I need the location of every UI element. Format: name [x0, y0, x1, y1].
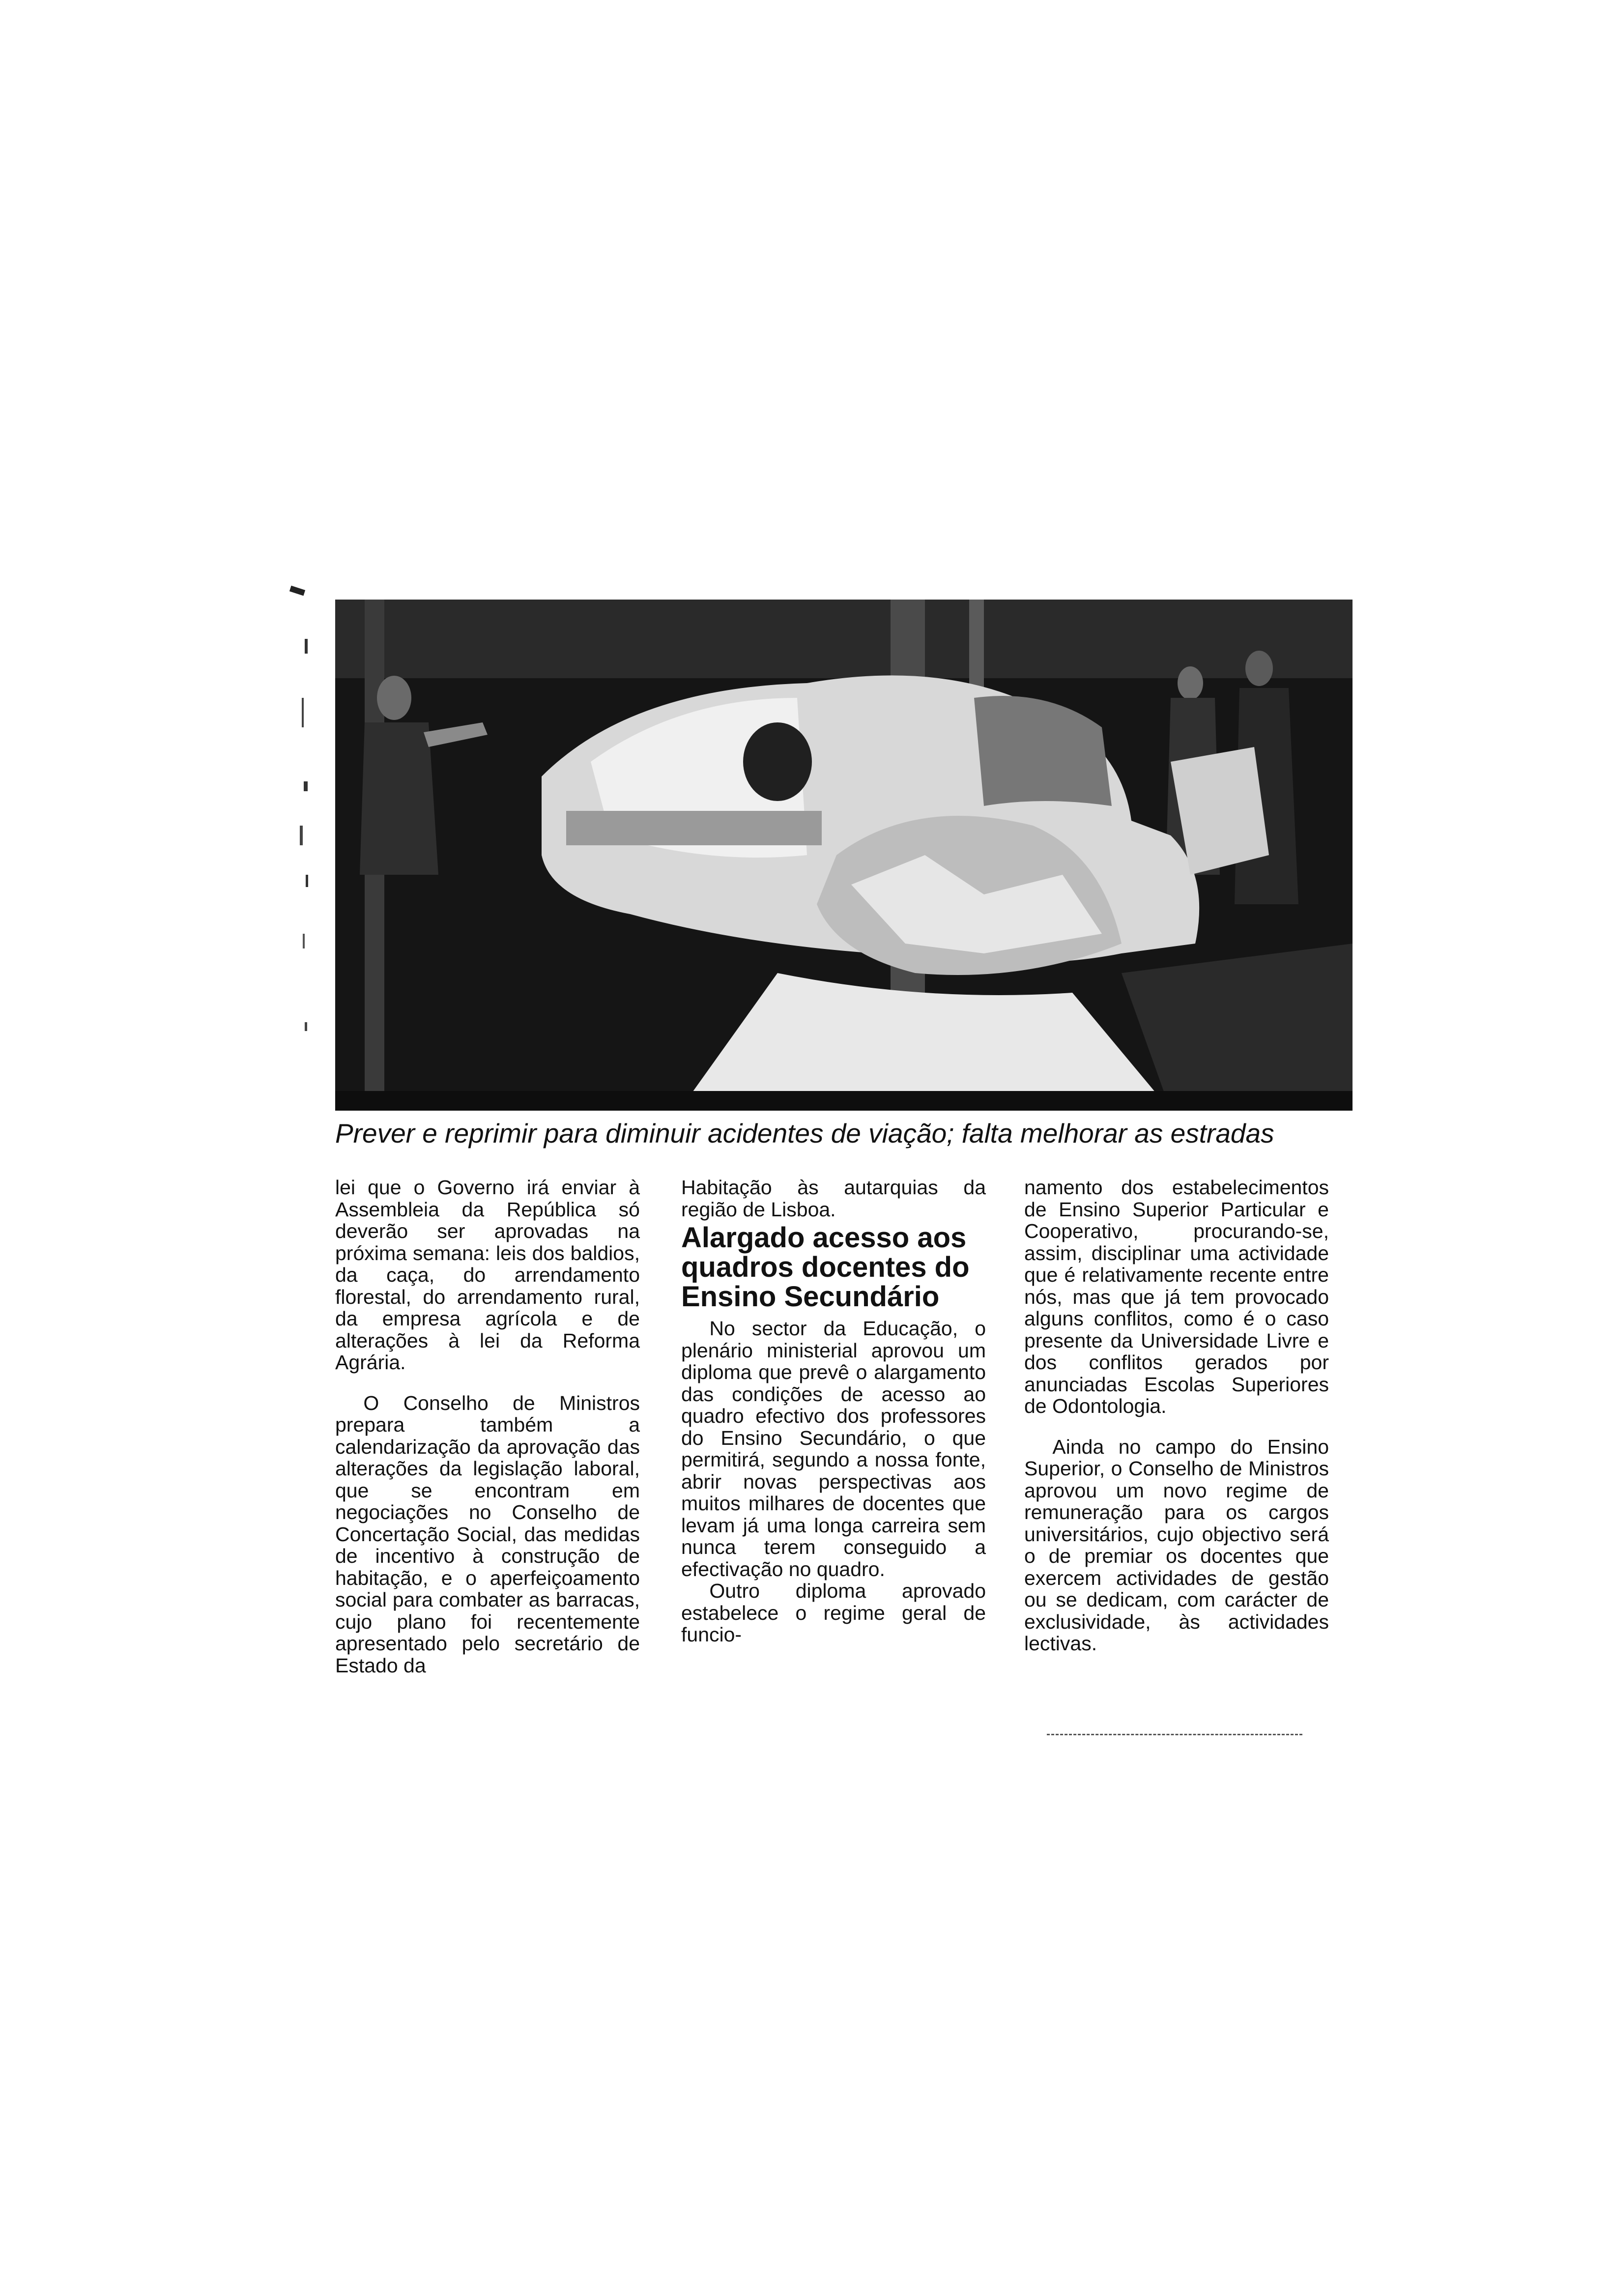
paragraph: O Conselho de Ministros prepara também a calendarização da aprovação das alterações da legislação laboral, que se encontram em negociações no Conselho de Concertação Social, das medidas de incentivo à construção de habitação, e o aperfeiçoamento social para combater as barracas, cujo plano foi recentemente apresentado pelo secretário de Estado da: [335, 1391, 640, 1677]
article-column-2: [681, 1177, 986, 1646]
paragraph: Ainda no campo do Ensino Superior, o Conselho de Ministros aprovou um novo regime de remuneração para os cargos universitários, cujo objectivo será o de premiar os docentes que exercem actividades de gestão ou se dedicam, com carácter de exclusividade, às actividades lectivas.: [1024, 1435, 1329, 1655]
paragraph: Outro diploma aprovado estabelece o regime geral de funcio-: [681, 1579, 986, 1646]
paragraph: No sector da Educação, o plenário ministerial aprovou um diploma que prevê o alargamento das condições de acesso ao quadro efectivo dos professores do Ensino Secundário, o que permitirá, segundo a nossa fonte, abrir novas perspectivas aos muitos milhares de docentes que levam já uma longa carreira sem nunca terem conseguido a efectivação no quadro.: [681, 1317, 986, 1580]
article-column-1: [335, 1177, 640, 1676]
crashed-car-image: [335, 600, 1353, 1111]
end-of-article-rule: [1047, 1734, 1302, 1735]
paragraph: lei que o Governo irá enviar à Assembleia da República só deverão ser aprovadas na próxima semana: leis dos baldios, da caça, do arrendamento florestal, do arrendamento rural, da empresa agrícola e de alterações à lei da Reforma Agrária.: [335, 1176, 640, 1374]
scan-speck: [289, 586, 305, 596]
photo-caption: Prever e reprimir para diminuir acidentes de viação; falta melhorar as estradas: [335, 1118, 1274, 1148]
paragraph: namento dos estabelecimentos de Ensino Superior Particular e Cooperativo, procurando-se, assim, disciplinar uma actividade que é relativamente recente entre nós, mas que já tem provocado alguns conflitos, como é o caso presente da Universidade Livre e dos conflitos gerados por anunciadas Escolas Superiores de Odontologia.: [1024, 1176, 1329, 1417]
scan-edge-specks: [295, 619, 315, 1062]
section-headline: Alargado acesso aos quadros docentes do Ensino Secundário: [681, 1222, 970, 1313]
paragraph: Habitação às autarquias da região de Lisboa.: [681, 1176, 986, 1221]
article-column-3: [1024, 1177, 1329, 1655]
accident-photo: [335, 600, 1353, 1111]
